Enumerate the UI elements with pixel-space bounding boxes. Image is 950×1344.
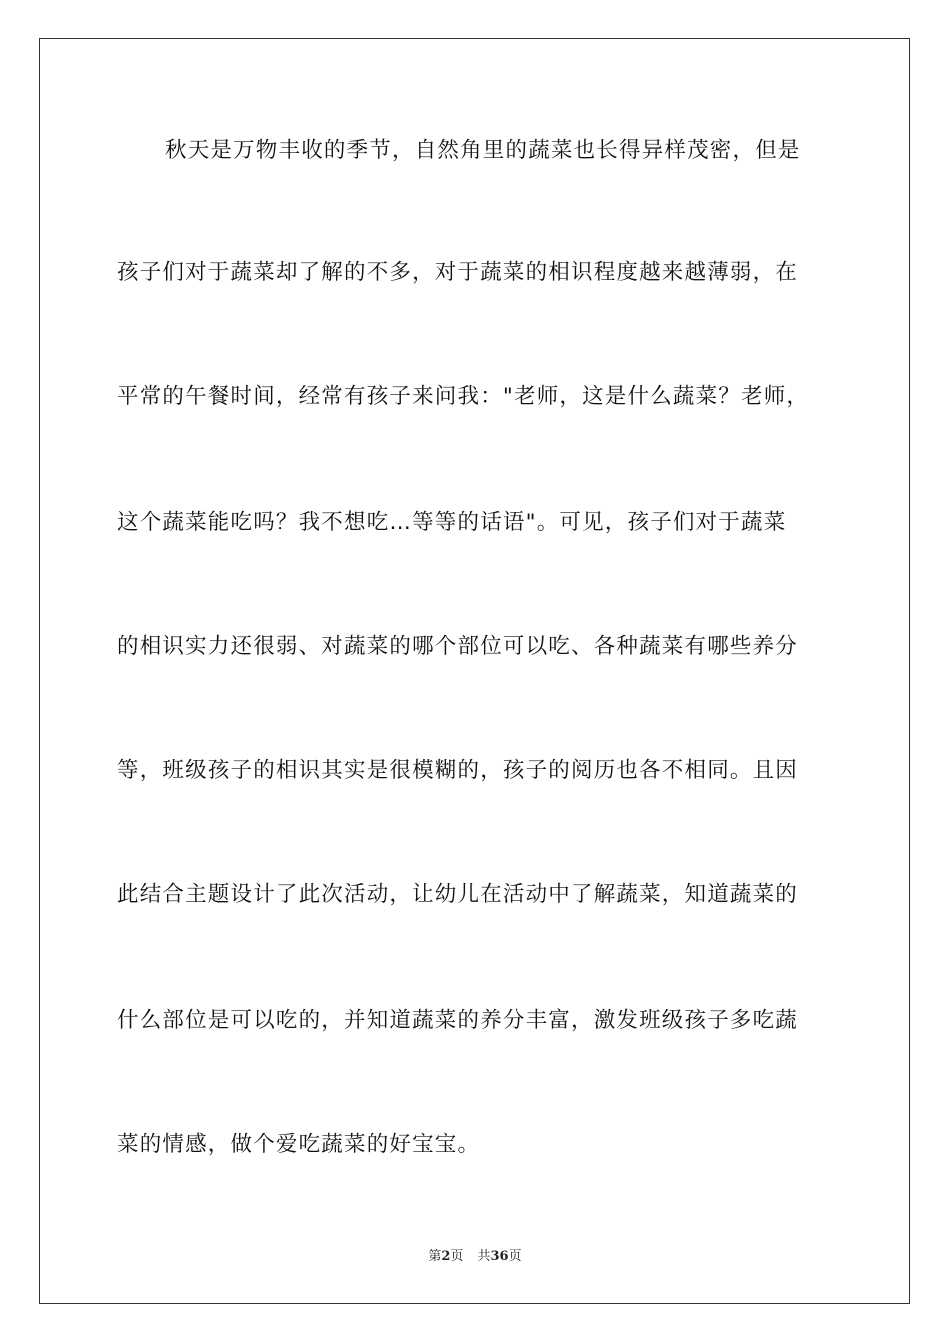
total-label-prefix: 共: [477, 1249, 491, 1264]
paragraph-line-2: 孩子们对于蔬菜却了解的不多，对于蔬菜的相识程度越来越薄弱，在: [117, 260, 799, 285]
total-label-suffix: 页: [508, 1249, 522, 1264]
paragraph-line-1: 秋天是万物丰收的季节，自然角里的蔬菜也长得异样茂密，但是: [165, 138, 801, 163]
paragraph-line-6: 等，班级孩子的相识其实是很模糊的，孩子的阅历也各不相同。且因: [117, 758, 799, 783]
current-page-number: 2: [441, 1249, 451, 1264]
paragraph-line-4: 这个蔬菜能吃吗？我不想吃…等等的话语"。可见，孩子们对于蔬菜: [117, 510, 787, 535]
paragraph-line-3: 平常的午餐时间，经常有孩子来问我："老师，这是什么蔬菜？老师，: [117, 384, 810, 409]
page-label-prefix: 第: [428, 1249, 442, 1264]
page-border: [39, 38, 910, 1304]
paragraph-line-8: 什么部位是可以吃的，并知道蔬菜的养分丰富，激发班级孩子多吃蔬: [117, 1008, 799, 1033]
total-pages-number: 36: [490, 1249, 509, 1264]
paragraph-line-7: 此结合主题设计了此次活动，让幼儿在活动中了解蔬菜，知道蔬菜的: [117, 882, 799, 907]
paragraph-line-5: 的相识实力还很弱、对蔬菜的哪个部位可以吃、各种蔬菜有哪些养分: [117, 634, 799, 659]
paragraph-line-9: 菜的情感，做个爱吃蔬菜的好宝宝。: [117, 1132, 481, 1157]
page-label-suffix: 页: [450, 1249, 464, 1264]
page-footer: [0, 1248, 950, 1266]
